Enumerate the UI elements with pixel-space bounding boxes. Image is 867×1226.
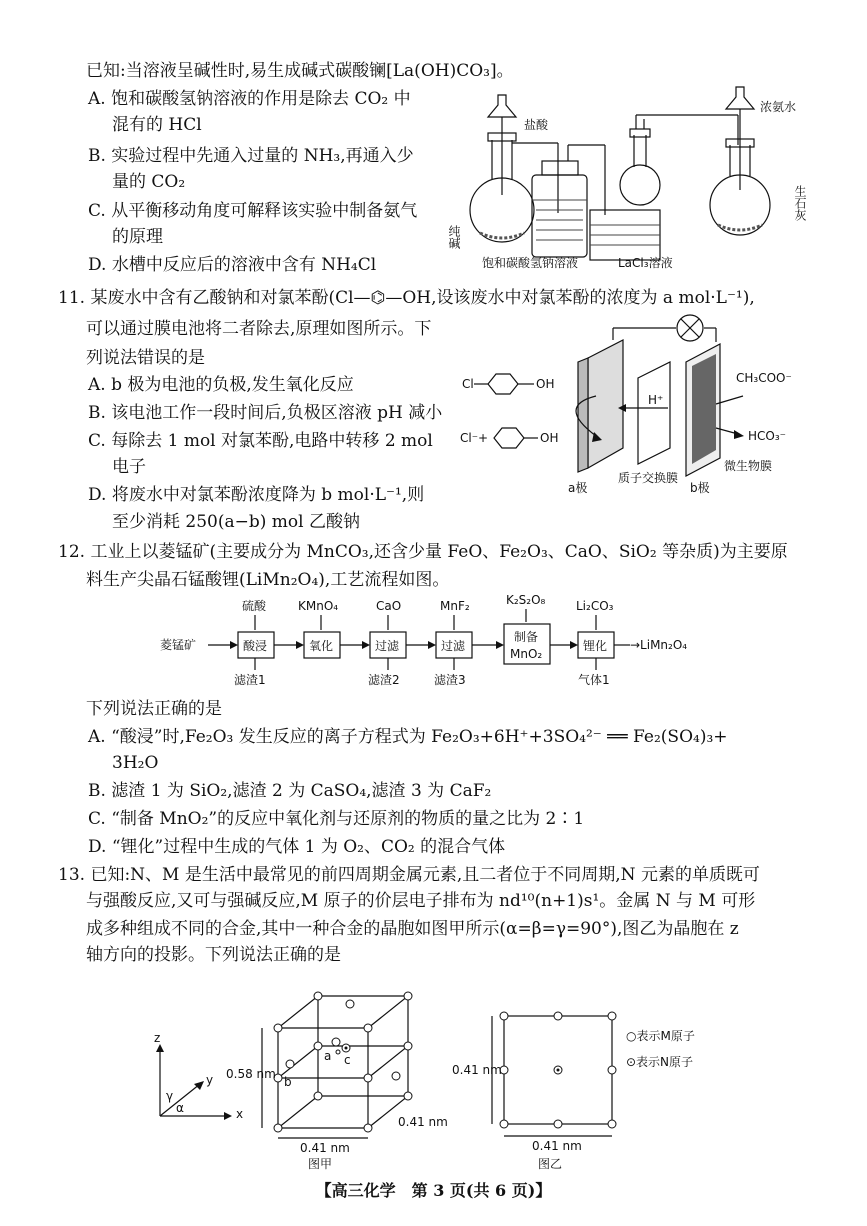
q11-stem-line1: 11. 某废水中含有乙酸钠和对氯苯酚(Cl—⌬—OH,设该废水中对氯苯酚的浓度为 a mol·L⁻¹), — [58, 288, 755, 308]
atom-a-label: a — [324, 1049, 332, 1063]
atom-c-label: c — [344, 1053, 351, 1067]
axis-x-label: x — [236, 1107, 244, 1121]
cl-minus-label: Cl⁻+ — [460, 431, 489, 445]
figure-a-caption: 图甲 — [308, 1157, 333, 1171]
page-footer: 【高三化学 第 3 页(共 6 页)】 — [315, 1181, 552, 1200]
q12-option-d: D. “锂化”过程中生成的气体 1 为 O₂、CO₂ 的混合气体 — [88, 837, 506, 857]
height-label: 0.58 nm — [226, 1067, 276, 1081]
q12-option-a-cont: 3H₂O — [112, 753, 159, 773]
q13-stem-line2: 与强酸反应,又可与强碱反应,M 原子的价层电子排布为 nd¹⁰(n+1)s¹。金属 N 与 M 可形 — [86, 891, 756, 911]
q10-known: 已知:当溶液呈碱性时,易生成碱式碳酸镧[La(OH)CO₃]。 — [86, 61, 514, 81]
q10-option-c: C. 从平衡移动角度可解释该实验中制备氨气 — [88, 201, 418, 221]
h-plus-label: H⁺ — [648, 393, 664, 407]
step-mno2-label2: MnO₂ — [510, 647, 543, 661]
cl-label-top: Cl — [462, 377, 474, 391]
q13-stem-line3: 成多种组成不同的合金,其中一种合金的晶胞如图甲所示(α=β=γ=90°),图乙为晶胞在 z — [86, 919, 739, 939]
q11-option-c: C. 每除去 1 mol 对氯苯酚,电路中转移 2 mol — [88, 431, 433, 451]
figure-b-caption: 图乙 — [538, 1157, 563, 1171]
q11-stem-line3: 列说法错误的是 — [86, 348, 205, 368]
biofilm-label: 微生物膜 — [724, 459, 773, 473]
reagent-kmno4: KMnO₄ — [298, 599, 339, 613]
q12-stem-line2: 料生产尖晶石锰酸锂(LiMn₂O₄),工艺流程如图。 — [86, 570, 450, 590]
q11-membrane-battery-figure — [458, 318, 838, 498]
legend-n-atom: ⊙表示N原子 — [626, 1055, 694, 1069]
q10-option-a: A. 饱和碳酸氢钠溶液的作用是除去 CO₂ 中 — [88, 89, 411, 109]
reagent-cao: CaO — [376, 599, 402, 613]
step-filter1-label: 过滤 — [375, 639, 400, 653]
q11-option-d-cont: 至少消耗 250(a−b) mol 乙酸钠 — [112, 512, 360, 532]
acetate-label: CH₃COO⁻ — [736, 371, 792, 385]
reagent-sulfuric-acid: 硫酸 — [242, 599, 267, 613]
q10-option-a-cont: 混有的 HCl — [112, 115, 202, 135]
label-soda-ash: 纯碱 — [447, 225, 461, 249]
step-acid-leach-label: 酸浸 — [243, 639, 268, 653]
axis-y-label: y — [206, 1073, 214, 1087]
q12-prompt: 下列说法正确的是 — [86, 699, 222, 719]
bicarbonate-label: HCO₃⁻ — [748, 429, 786, 443]
step-lithiation-label: 锂化 — [583, 639, 608, 653]
q12-option-c: C. “制备 MnO₂”的反应中氧化剂与还原剂的物质的量之比为 2∶1 — [88, 809, 585, 829]
step-mno2-label1: 制备 — [514, 630, 539, 644]
q13-stem-line1: 13. 已知:N、M 是生活中最常见的前四周期金属元素,且二者位于不同周期,N 元素的单质既可 — [58, 865, 760, 885]
reagent-k2s2o8: K₂S₂O₈ — [506, 593, 546, 607]
axis-z-label: z — [154, 1031, 161, 1045]
atom-b-label: b — [284, 1075, 292, 1089]
side-length-label: 0.41 nm — [452, 1063, 502, 1077]
q11-option-d: D. 将废水中对氯苯酚浓度降为 b mol·L⁻¹,则 — [88, 485, 425, 505]
label-nahco3-solution: 饱和碳酸氢钠溶液 — [482, 256, 579, 270]
q10-option-c-cont: 的原理 — [112, 227, 163, 247]
q10-apparatus-figure — [440, 85, 840, 280]
oh-label-bottom: OH — [540, 431, 559, 445]
reagent-mnf2: MnF₂ — [440, 599, 470, 613]
reagent-li2co3: Li₂CO₃ — [576, 599, 614, 613]
q10-option-d: D. 水槽中反应后的溶液中含有 NH₄Cl — [88, 255, 377, 275]
depth-label: 0.41 nm — [398, 1115, 448, 1129]
oh-label-top: OH — [536, 377, 555, 391]
label-lacl3-solution: LaCl₃溶液 — [618, 256, 673, 270]
residue-1-label: 滤渣1 — [234, 673, 266, 687]
q13-stem-line4: 轴方向的投影。下列说法正确的是 — [86, 945, 341, 965]
width-label: 0.41 nm — [300, 1141, 350, 1155]
membrane-label: 质子交换膜 — [618, 471, 679, 485]
q11-option-a: A. b 极为电池的负极,发生氧化反应 — [88, 375, 354, 395]
bottom-length-label: 0.41 nm — [532, 1139, 582, 1153]
angle-gamma-label: γ — [166, 1089, 174, 1103]
label-quicklime: 生石灰 — [793, 185, 807, 221]
q10-option-b: B. 实验过程中先通入过量的 NH₃,再通入少 — [88, 146, 414, 166]
gas-1-label: 气体1 — [578, 673, 610, 687]
flow-end-label: →LiMn₂O₄ — [630, 638, 688, 652]
q10-option-b-cont: 量的 CO₂ — [112, 172, 186, 192]
step-filter2-label: 过滤 — [441, 639, 466, 653]
residue-2-label: 滤渣2 — [368, 673, 400, 687]
flow-start-label: 菱锰矿 — [160, 638, 197, 652]
q11-option-b: B. 该电池工作一段时间后,负极区溶液 pH 减小 — [88, 403, 443, 423]
angle-alpha-label: α — [176, 1101, 184, 1115]
label-concentrated-ammonia: 浓氨水 — [760, 100, 797, 114]
q12-option-a: A. “酸浸”时,Fe₂O₃ 发生反应的离子方程式为 Fe₂O₃+6H⁺+3SO₄²⁻ ══ Fe₂(SO₄)₃+ — [88, 727, 728, 747]
legend-m-atom: ○表示M原子 — [626, 1029, 695, 1043]
q12-process-flow — [160, 592, 720, 687]
q12-stem-line1: 12. 工业上以菱锰矿(主要成分为 MnCO₃,还含少量 FeO、Fe₂O₃、CaO、SiO₂ 等杂质)为主要原 — [58, 542, 788, 562]
q11-option-c-cont: 电子 — [112, 457, 146, 477]
q13-crystal-figures — [150, 968, 730, 1171]
residue-3-label: 滤渣3 — [434, 673, 466, 687]
q12-option-b: B. 滤渣 1 为 SiO₂,滤渣 2 为 CaSO₄,滤渣 3 为 CaF₂ — [88, 781, 492, 801]
label-hydrochloric-acid: 盐酸 — [524, 118, 549, 132]
step-oxidation-label: 氧化 — [309, 639, 334, 653]
b-pole-label: b极 — [690, 481, 710, 495]
a-pole-label: a极 — [568, 481, 588, 495]
q11-stem-line2: 可以通过膜电池将二者除去,原理如图所示。下 — [86, 319, 432, 339]
